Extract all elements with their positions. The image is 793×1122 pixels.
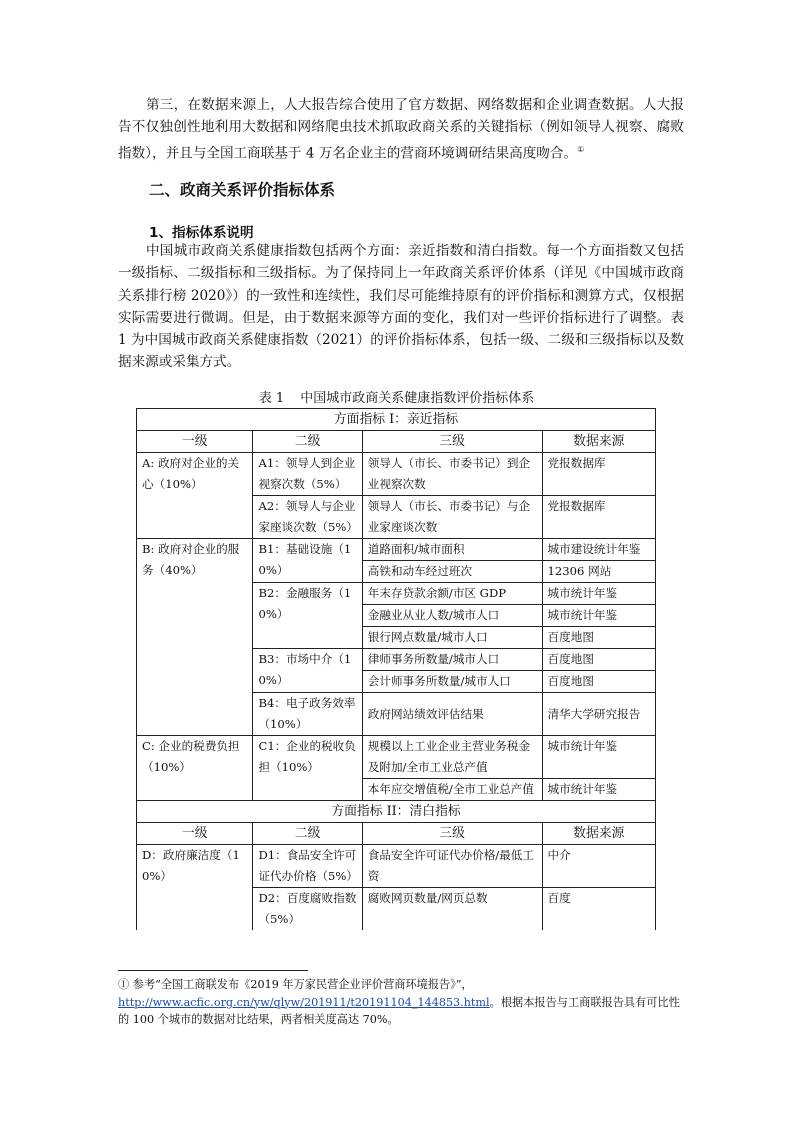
source-cell: 清华大学研究报告 [542, 693, 655, 736]
level3-cell: 本年应交增值税/全市工业总产值 [362, 779, 542, 801]
source-cell: 百度地图 [542, 671, 655, 693]
level2-cell: C1：企业的税收负担（10%） [253, 736, 362, 801]
level2-cell: B2：金融服务（10%） [253, 583, 362, 649]
header-source: 数据来源 [542, 431, 655, 453]
header-row [137, 823, 656, 845]
table-caption [0, 387, 793, 406]
footnote [118, 976, 684, 1029]
footnote-ref[interactable]: ① [577, 144, 585, 154]
table-row [137, 453, 656, 496]
level2-cell: A1：领导人到企业视察次数（5%） [253, 453, 362, 496]
level3-cell: 腐败网页数量/网页总数 [362, 888, 542, 931]
source-cell: 城市统计年鉴 [542, 736, 655, 779]
source-cell: 城市统计年鉴 [542, 605, 655, 627]
level3-cell: 高铁和动车经过班次 [362, 561, 542, 583]
section-heading: 二、政商关系评价指标体系 [149, 181, 336, 199]
source-cell: 12306 网站 [542, 561, 655, 583]
level3-cell: 领导人（市长、市委书记）与企业家座谈次数 [362, 496, 542, 539]
source-cell: 百度地图 [542, 627, 655, 649]
table-row [137, 539, 656, 561]
header-level1: 一级 [137, 431, 253, 453]
intro-text: 第三，在数据来源上，人大报告综合使用了官方数据、网络数据和企业调查数据。人大报告不仅独创性地利用大数据和网络爬虫技术抓取政商关系的关键指标（例如领导人视察、腐败指数），并且与全国工商联基于 4 万名企业主的营商环境调研结果高度吻合。 [118, 97, 684, 162]
dimension-row [137, 801, 656, 823]
source-cell: 百度 [542, 888, 655, 931]
footnote-text-after: 。根据本报告与工商联报告具有可比性的 100 个城市的数据对比结果，两者相关度高达 70%。 [118, 995, 680, 1026]
footnote-text-before: 参考“全国工商联发布《2019 年万家民营企业评价营商环境报告》”， [132, 978, 473, 991]
table-caption-title: 中国城市政商关系健康指数评价指标体系 [300, 391, 535, 406]
source-cell: 中介 [542, 845, 655, 888]
level1-cell: A: 政府对企业的关心（10%） [137, 453, 253, 539]
level2-cell: B4：电子政务效率（10%） [253, 693, 362, 736]
level3-cell: 规模以上工业企业主营业务税金及附加/全市工业总产值 [362, 736, 542, 779]
header-level3: 三级 [362, 823, 542, 845]
level3-cell: 银行网点数量/城市人口 [362, 627, 542, 649]
header-level2: 二级 [253, 431, 362, 453]
indicator-table [136, 408, 656, 930]
level1-cell: C: 企业的税费负担（10%） [137, 736, 253, 801]
level2-cell: B1：基础设施（10%） [253, 539, 362, 583]
header-level1: 一级 [137, 823, 253, 845]
footnote-marker: ① [118, 978, 130, 991]
table-caption-number: 表 1 [258, 391, 285, 406]
level3-cell: 食品安全许可证代办价格/最低工资 [362, 845, 542, 888]
dimension-row [137, 409, 656, 431]
level3-cell: 年末存贷款余额/市区 GDP [362, 583, 542, 605]
source-cell: 百度地图 [542, 649, 655, 671]
level3-cell: 会计师事务所数量/城市人口 [362, 671, 542, 693]
source-cell: 城市建设统计年鉴 [542, 539, 655, 561]
dimension-title-1: 方面指标 I：亲近指标 [137, 409, 656, 431]
level2-cell: D2：百度腐败指数（5%） [253, 888, 362, 931]
level3-cell: 道路面积/城市面积 [362, 539, 542, 561]
section-paragraph: 中国城市政商关系健康指数包括两个方面：亲近指数和清白指数。每一个方面指数又包括一级指标、二级指标和三级指标。为了保持同上一年政商关系评价体系（详见《中国城市政商关系排行榜 2020》）的一致性和连续性，我们尽可能维持原有的评价指标和测算方式，仅根据实际需要进行微调。但是，由于数据来源等方面的变化，我们对一些评价指标进行了调整。表 1 为中国城市政商关系健康指数（2021）的评价指标体系，包括一级、二级和三级指标以及数据来源或采集方式。 [118, 243, 684, 371]
footnote-link[interactable]: http://www.acfic.org.cn/yw/qlyw/201911/t20191104_144853.html [118, 995, 490, 1009]
table-row [137, 845, 656, 888]
header-source: 数据来源 [542, 823, 655, 845]
level2-cell: B3：市场中介（10%） [253, 649, 362, 693]
level1-cell: D：政府廉洁度（10%） [137, 845, 253, 931]
source-cell: 城市统计年鉴 [542, 583, 655, 605]
level2-cell: D1：食品安全许可证代办价格（5%） [253, 845, 362, 888]
level1-cell: B: 政府对企业的服务（40%） [137, 539, 253, 736]
table-row [137, 736, 656, 779]
header-row [137, 431, 656, 453]
level3-cell: 金融业从业人数/城市人口 [362, 605, 542, 627]
header-level2: 二级 [253, 823, 362, 845]
level2-cell: A2：领导人与企业家座谈次数（5%） [253, 496, 362, 539]
level3-cell: 领导人（市长、市委书记）到企业视察次数 [362, 453, 542, 496]
subsection-heading: 1、指标体系说明 [149, 225, 254, 241]
dimension-title-2: 方面指标 II：清白指标 [137, 801, 656, 823]
source-cell: 党报数据库 [542, 496, 655, 539]
source-cell: 党报数据库 [542, 453, 655, 496]
level3-cell: 政府网站绩效评估结果 [362, 693, 542, 736]
source-cell: 城市统计年鉴 [542, 779, 655, 801]
intro-paragraph [118, 94, 684, 164]
header-level3: 三级 [362, 431, 542, 453]
level3-cell: 律师事务所数量/城市人口 [362, 649, 542, 671]
footnote-divider [118, 970, 308, 971]
